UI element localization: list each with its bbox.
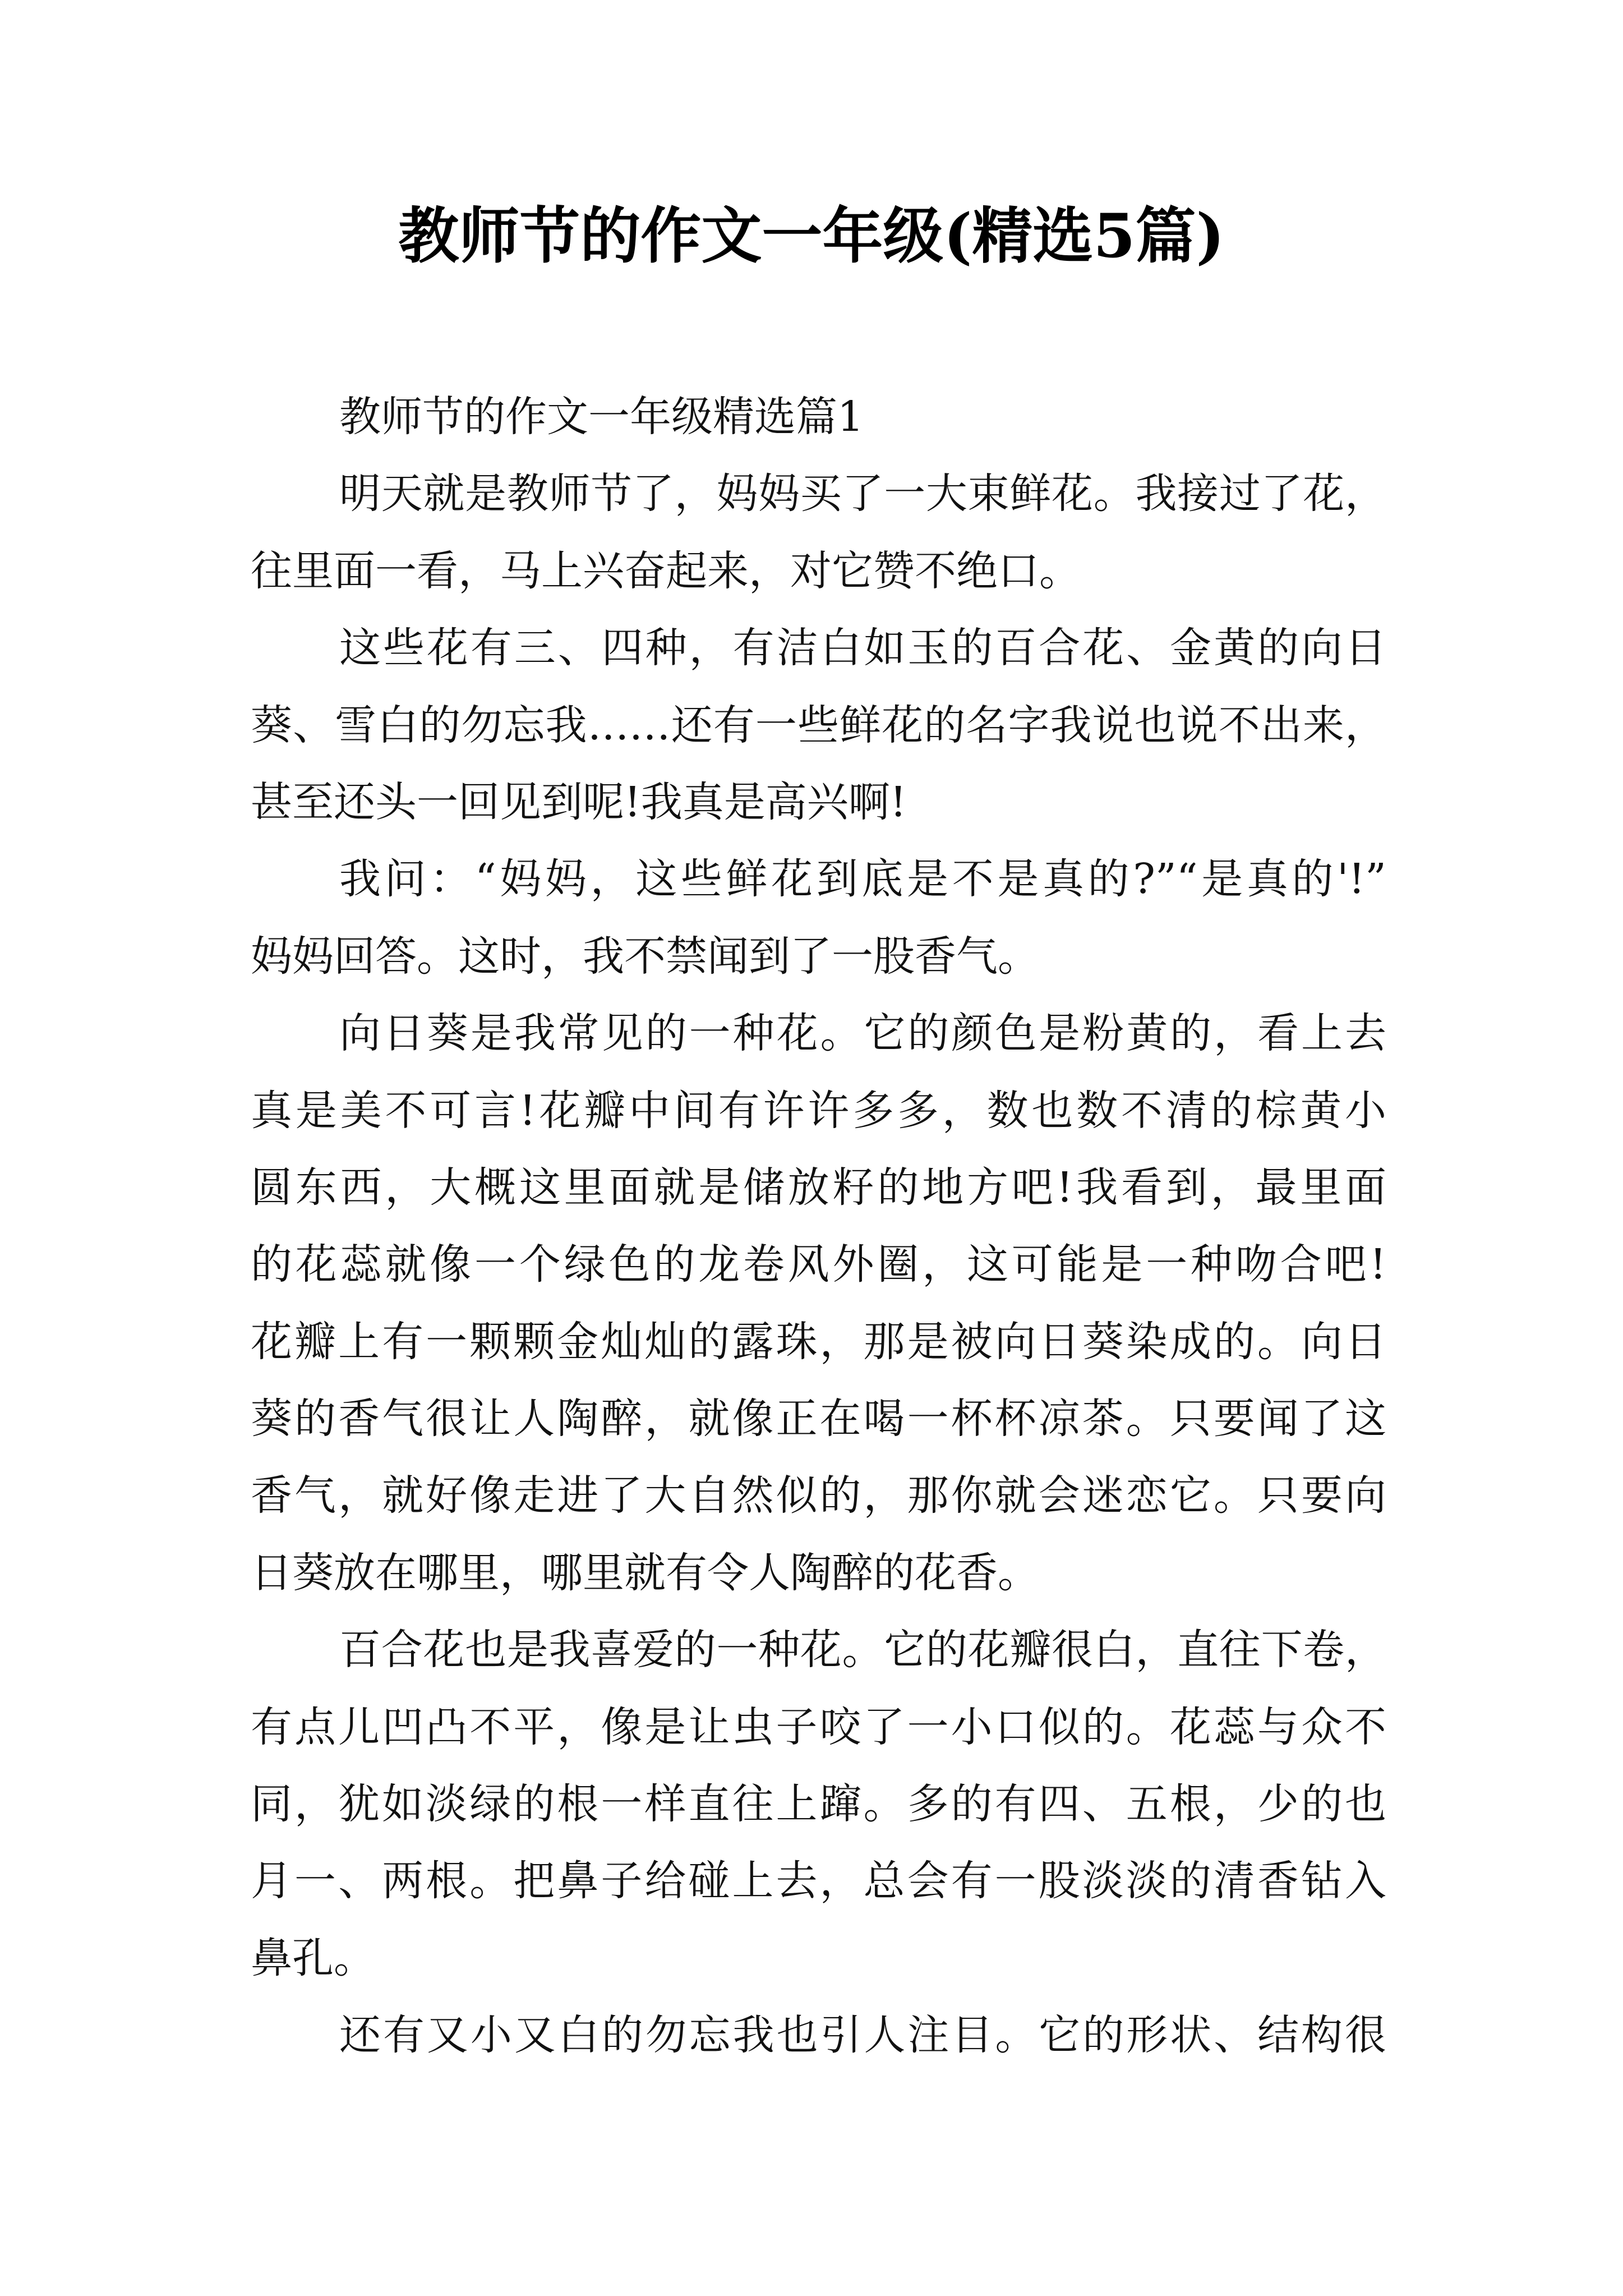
paragraph-line: 花瓣上有一颗颗金灿灿的露珠，那是被向日葵染成的。向日 xyxy=(251,1317,1386,1366)
document-body xyxy=(251,379,1386,2074)
paragraph-line: 甚至还头一回见到呢!我真是高兴啊! xyxy=(251,777,907,826)
paragraph-line: 还有又小又白的勿忘我也引人注目。它的形状、结构很 xyxy=(339,2011,1386,2060)
paragraph-line: 向日葵是我常见的一种花。它的颜色是粉黄的，看上去 xyxy=(339,1009,1386,1058)
paragraph-line: 这些花有三、四种，有洁白如玉的百合花、金黄的向日 xyxy=(339,624,1386,673)
paragraph xyxy=(251,1997,1386,2074)
paragraph-line: 同，犹如淡绿的根一样直往上蹿。多的有四、五根，少的也 xyxy=(251,1780,1386,1829)
paragraph-line: 的花蕊就像一个绿色的龙卷风外圈，这可能是一种吻合吧! xyxy=(251,1240,1386,1289)
paragraph xyxy=(251,841,1386,995)
paragraph-line: 妈妈回答。这时，我不禁闻到了一股香气。 xyxy=(251,932,1039,981)
paragraph-line: 月一、两根。把鼻子给碰上去，总会有一股淡淡的清香钻入 xyxy=(251,1857,1386,1906)
paragraph xyxy=(251,455,1386,610)
paragraph-line: 往里面一看，马上兴奋起来，对它赞不绝口。 xyxy=(251,546,1081,595)
paragraph-line: 我问：“妈妈，这些鲜花到底是不是真的?”“是真的'!” xyxy=(339,855,1386,904)
document-title: 教师节的作文一年级(精选5篇) xyxy=(398,201,1225,272)
paragraph-line: 香气，就好像走进了大自然似的，那你就会迷恋它。只要向 xyxy=(251,1471,1386,1520)
paragraph-line: 鼻孔。 xyxy=(251,1934,375,1982)
section-heading: 教师节的作文一年级精选篇1 xyxy=(339,393,864,441)
paragraph-line: 葵的香气很让人陶醉，就像正在喝一杯杯凉茶。只要闻了这 xyxy=(251,1395,1386,1443)
paragraph xyxy=(251,610,1386,841)
paragraph-line: 百合花也是我喜爱的一种花。它的花瓣很白，直往下卷， xyxy=(339,1626,1386,1674)
paragraph-line: 真是美不可言!花瓣中间有许许多多，数也数不清的棕黄小 xyxy=(251,1086,1386,1135)
paragraph-line: 圆东西，大概这里面就是储放籽的地方吧!我看到，最里面 xyxy=(251,1163,1386,1212)
paragraph-line: 明天就是教师节了，妈妈买了一大束鲜花。我接过了花， xyxy=(339,470,1386,518)
paragraph xyxy=(251,1612,1386,1997)
paragraph xyxy=(251,995,1386,1612)
paragraph-line: 日葵放在哪里，哪里就有令人陶醉的花香。 xyxy=(251,1548,1039,1597)
paragraph-line: 有点儿凹凸不平，像是让虫子咬了一小口似的。花蕊与众不 xyxy=(251,1703,1386,1751)
paragraph-line: 葵、雪白的勿忘我……还有一些鲜花的名字我说也说不出来， xyxy=(251,701,1386,749)
